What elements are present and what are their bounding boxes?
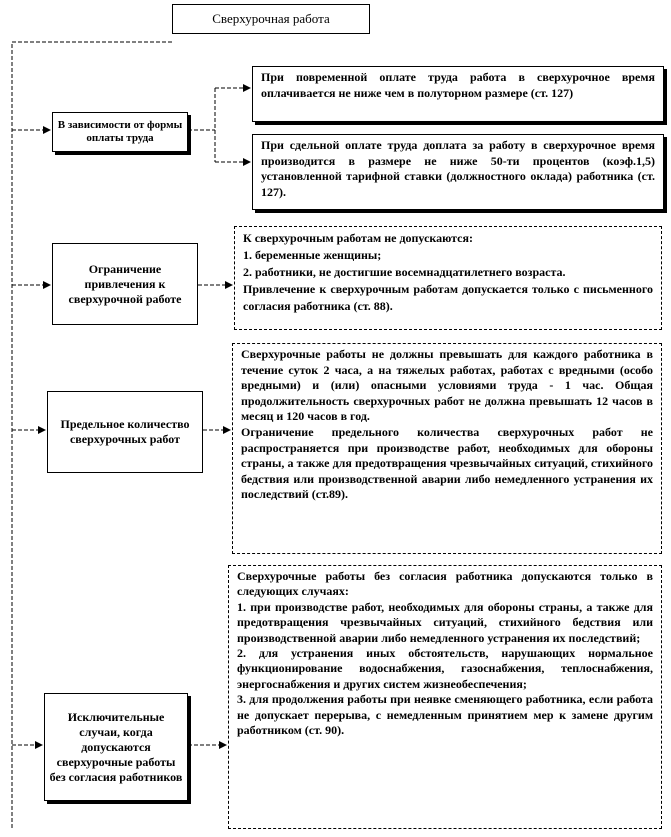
payment-form-box (52, 112, 188, 152)
limit-paragraph-2: Ограничение предельного количества сверхурочных работ не распространяется при производстве работ, необходимых для обороны страны, а также для предотвращения чрезвычайных ситуаций, стихийного бедствия или производственной аварии либо немедленного устранения их последствий (ст.89). (241, 424, 653, 502)
exceptional-item-3: 3. для продолжения работы при неявке сменяющего работника, если работа не допускает перерыва, с немедленным принятием мер к замене другим работником (ст. 90). (237, 692, 653, 738)
diagram-title (172, 4, 370, 34)
exceptional-item-1: 1. при производстве работ, необходимых для обороны страны, а также для предотвращения чрезвычайных ситуаций, стихийного бедствия или производственной аварии либо немедленного устранения их последствий; (237, 599, 653, 645)
restriction-consent: Привлечение к сверхурочным работам допускается только с письменного согласия работника (ст. 88). (243, 282, 653, 313)
limit-box (47, 391, 203, 473)
restriction-item-2: 2. работники, не достигшие восемнадцатилетнего возраста. (243, 265, 566, 279)
exceptional-item-2: 2. для устранения иных обстоятельств, нарушающих нормальное функционирование водоснабжения, газоснабжения, теплоснабжения, энергоснабжения и других систем жизнеобеспечения; (237, 646, 653, 691)
limit-details-box (232, 343, 662, 554)
hourly-payment-text: При повременной оплате труда работа в сверхурочное время оплачивается не ниже чем в полуторном размере (ст. 127) (261, 70, 655, 100)
split-line (188, 88, 215, 162)
piecework-payment-box (252, 134, 664, 210)
restriction-box (52, 243, 198, 325)
hourly-payment-box (252, 66, 664, 122)
restriction-label: Ограничение привлечения к сверхурочной работе (68, 261, 182, 306)
exceptional-cases-details-box (228, 565, 662, 829)
diagram-title-text: Сверхурочная работа (212, 11, 330, 26)
exceptional-cases-label: Исключительные случаи, когда допускаются сверхурочные работы без согласия работников (49, 709, 183, 784)
exceptional-cases-box (44, 693, 188, 801)
restriction-intro: К сверхурочным работам не допускаются: (243, 231, 473, 245)
limit-paragraph-1: Сверхурочные работы не должны превышать для каждого работника в течение суток 2 часа, а на тяжелых работах, работах с вредными (особо вредными) и (или) опасными условиями труда - 1 час. Общая продолжительность сверхурочных работ не должна превышать 12 часов в месяц и 120 часов в год. (241, 347, 653, 424)
payment-form-label: В зависимости от формы оплаты труда (57, 119, 183, 144)
limit-label: Предельное количество сверхурочных работ (60, 417, 190, 446)
exceptional-intro: Сверхурочные работы без согласия работника допускаются только в следующих случаях: (237, 569, 653, 599)
restriction-item-1: 1. беременные женщины; (243, 248, 382, 262)
restriction-details-box (234, 226, 662, 330)
piecework-payment-text: При сдельной оплате труда доплата за работу в сверхурочное время производится в размере не ниже 50-ти процентов (коэф.1,5) установленной тарифной ставки (должностного оклада) работника (ст. 127). (261, 138, 655, 199)
